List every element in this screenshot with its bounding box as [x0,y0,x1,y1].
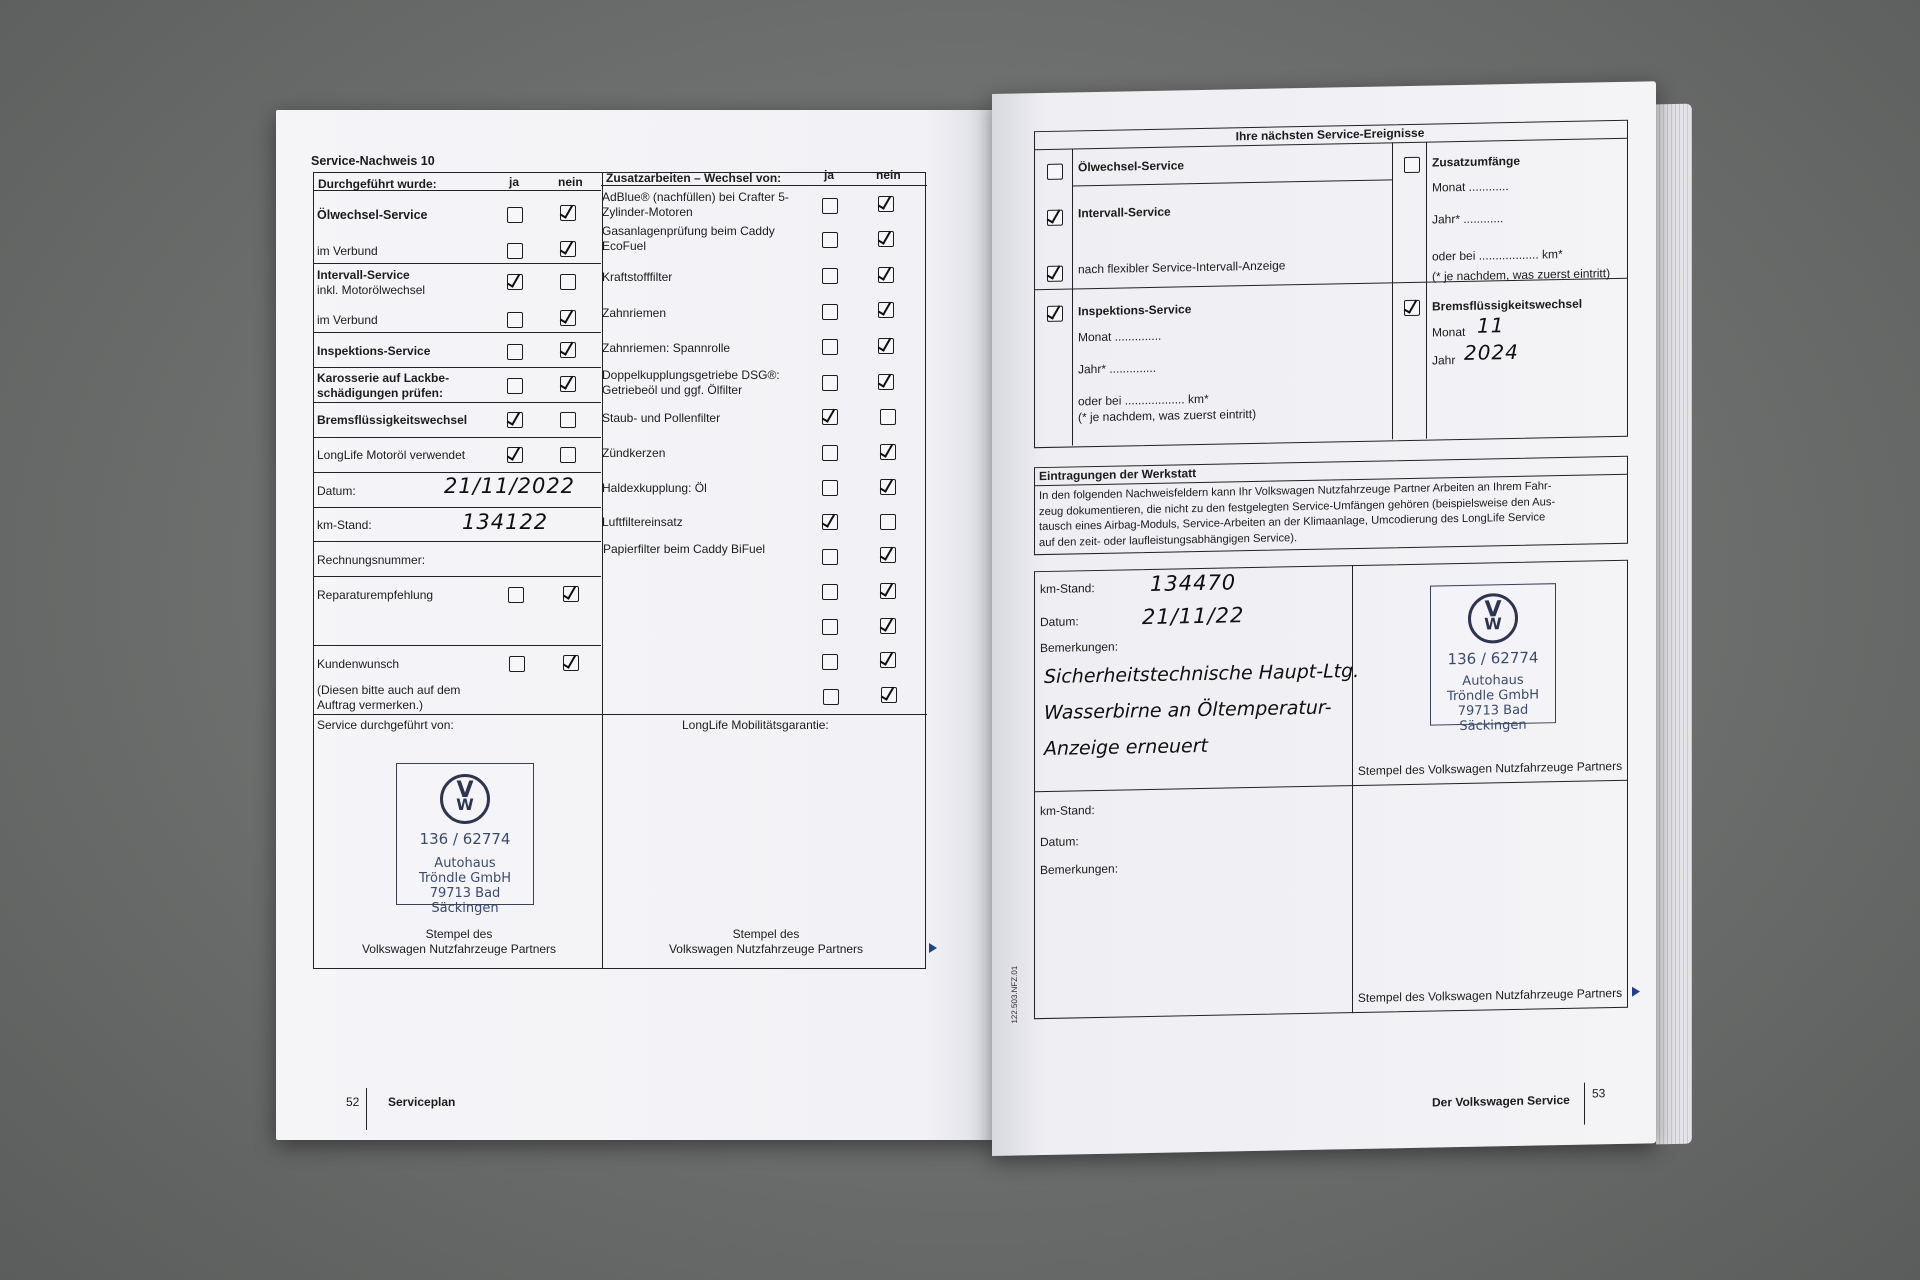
stamp-number: 136 / 62774 [1447,648,1539,669]
inspection-nein-checkbox[interactable] [560,342,576,358]
footer-title-right: Der Volkswagen Service [1432,1092,1570,1110]
extra-dsg-1: Doppelkupplungsgetriebe DSG®: [602,368,780,382]
next-extra-checkbox[interactable] [1404,157,1420,173]
divider [313,714,927,715]
brake-nein-checkbox[interactable] [560,412,576,428]
next-brake-checkbox[interactable] [1404,300,1420,316]
entry1-remark-line: Anzeige erneuert [1044,734,1208,761]
next-extra-month: Monat ............ [1432,179,1509,195]
next-flex-checkbox[interactable] [1047,266,1063,282]
customer-note-1: (Diesen bitte auch auf dem [317,683,461,697]
divider [313,507,601,508]
oil-verbund-label: im Verbund [317,244,378,258]
brake-ja-checkbox[interactable] [507,412,523,428]
entry1-km-value: 134470 [1150,570,1237,596]
divider [1426,142,1427,439]
extra-work-table [601,172,926,969]
stamp-line-3: 79713 Bad Säckingen [429,886,501,916]
next-interval-label: Intervall-Service [1078,204,1171,221]
customer-ja-checkbox[interactable] [509,656,525,672]
footer-title-left: Serviceplan [388,1095,456,1109]
extra-adblue-2: Zylinder-Motoren [602,205,693,219]
next-brake-year-label: Jahr [1432,353,1456,368]
page-number-right: 53 [1592,1086,1606,1101]
blank-3-ja-checkbox[interactable] [822,654,838,670]
extra-gas-1: Gasanlagenprüfung beim Caddy [602,224,775,238]
interval-ja-checkbox[interactable] [507,274,523,290]
adblue-nein-checkbox[interactable] [878,196,894,212]
next-inspection-year: Jahr* .............. [1078,360,1157,377]
blank-2-ja-checkbox[interactable] [822,619,838,635]
page-number-left: 52 [346,1095,360,1109]
interval-sub-label: inkl. Motorölwechsel [317,283,426,297]
next-inspection-km: oder bei .................. km* [1078,391,1209,409]
repair-nein-checkbox[interactable] [563,586,579,602]
belt-roller-nein-checkbox[interactable] [878,338,894,354]
extra-air-filter: Luftfiltereinsatz [602,515,683,529]
divider [313,645,601,646]
belt-ja-checkbox[interactable] [822,304,838,320]
haldex-ja-checkbox[interactable] [822,480,838,496]
next-brake-month-label: Monat [1432,324,1466,340]
dsg-ja-checkbox[interactable] [822,375,838,391]
oil-service-label: Ölwechsel-Service [317,208,428,222]
spark-ja-checkbox[interactable] [822,445,838,461]
entry1-remarks-label: Bemerkungen: [1040,639,1119,656]
belt-nein-checkbox[interactable] [878,302,894,318]
km-label: km-Stand: [317,518,372,532]
col-extra-nein-header: nein [876,168,901,182]
extra-fuel-filter: Kraftstofffilter [602,270,673,284]
longlife-nein-checkbox[interactable] [560,447,576,463]
interval-verbund-label: im Verbund [317,313,378,327]
next-oil-checkbox[interactable] [1047,164,1063,180]
stamp-line-2: Tröndle GmbH [418,871,512,886]
extra-adblue-1: AdBlue® (nachfüllen) bei Crafter 5- [602,190,789,204]
extra-paper-filter: Papierfilter beim Caddy BiFuel [603,542,766,556]
gas-ja-checkbox[interactable] [822,232,838,248]
next-oil-label: Ölwechsel-Service [1078,158,1185,175]
entry2-date-label: Datum: [1040,834,1079,850]
blank-1-ja-checkbox[interactable] [822,584,838,600]
repair-ja-checkbox[interactable] [508,587,524,603]
next-extra-footnote: (* je nachdem, was zuerst eintritt) [1432,266,1611,284]
blank-3-nein-checkbox[interactable] [880,652,896,668]
col-done-header: Durchgeführt wurde: [318,177,437,191]
workshop-text-line: zeug dokumentieren, die nicht zu den festgelegten Service-Umfängen gehören (beispielsweise den Aus- [1039,495,1556,518]
body-check-label-1: Karosserie auf Lackbe- [317,371,450,385]
stamp-line-3: 79713 Bad Säckingen [1457,702,1529,735]
belt-roller-ja-checkbox[interactable] [822,339,838,355]
stamp-caption-right-2: Volkswagen Nutzfahrzeuge Partners [668,942,864,956]
divider [313,576,601,577]
stamp-caption-left-1: Stempel des [425,927,493,941]
longlife-ja-checkbox[interactable] [507,447,523,463]
workshop-title: Eintragungen der Werkstatt [1039,466,1197,484]
blank-4-nein-checkbox[interactable] [881,687,897,703]
next-inspection-month: Monat .............. [1078,328,1162,345]
divider [313,472,601,473]
left-page [276,110,996,1140]
stamp-caption-left-2: Volkswagen Nutzfahrzeuge Partners [361,942,557,956]
invoice-number-label: Rechnungsnummer: [317,553,426,567]
extra-gas-2: EcoFuel [602,239,647,253]
air-nein-checkbox[interactable] [880,514,896,530]
vw-logo-icon [1468,593,1518,644]
inspection-ja-checkbox[interactable] [507,344,523,360]
divider [313,367,601,368]
oil-verbund-nein-checkbox[interactable] [560,241,576,257]
divider [1072,148,1073,445]
interval-service-label: Intervall-Service [317,268,410,282]
workshop-text-line: In den folgenden Nachweisfeldern kann Ihr Volkswagen Nutzfahrzeuge Partner Arbeiten an Ihrem Fahr- [1039,480,1552,503]
col-nein-header: nein [558,175,583,189]
extra-belt-roller: Zahnriemen: Spannrolle [602,341,731,355]
paper-ja-checkbox[interactable] [822,549,838,565]
next-inspection-label: Inspektions-Service [1078,302,1192,319]
handwritten-date: 21/11/2022 [444,474,576,498]
paper-nein-checkbox[interactable] [880,547,896,563]
blank-2-nein-checkbox[interactable] [880,618,896,634]
next-brake-month-value: 11 [1477,313,1505,338]
workshop-text [1039,479,1555,551]
customer-request-label: Kundenwunsch [317,657,400,671]
entry2-stamp-caption: Stempel des Volkswagen Nutzfahrzeuge Partners [1357,985,1623,1005]
inspection-service-label: Inspektions-Service [317,344,431,358]
footer-divider [366,1088,367,1130]
blank-4-ja-checkbox[interactable] [823,689,839,705]
entry2-remarks-label: Bemerkungen: [1040,861,1119,878]
interval-verbund-ja-checkbox[interactable] [507,312,523,328]
mobility-guarantee-label: LongLife Mobilitätsgarantie: [682,718,829,732]
oil-verbund-ja-checkbox[interactable] [507,243,523,259]
entry1-remark-line: Sicherheitstechnische Haupt-Ltg. [1044,659,1360,689]
divider [1392,142,1393,439]
dealer-stamp [1430,583,1556,735]
divider [601,185,927,186]
stamp-line-1: Autohaus [434,856,496,871]
next-events-title: Ihre nächsten Service-Ereignisse [1235,125,1425,144]
customer-nein-checkbox[interactable] [563,655,579,671]
next-extra-km: oder bei .................. km* [1432,247,1563,264]
divider [313,263,601,264]
workshop-text-line: auf den zeit- oder laufleistungsabhängigen Service). [1039,531,1298,549]
next-brake-year-value: 2024 [1464,339,1519,365]
side-code: 122.503.NFZ.01 [1010,965,1019,1024]
col-extra-header: Zusatzarbeiten – Wechsel von: [606,171,782,185]
extra-pollen-filter: Staub- und Pollenfilter [602,411,721,425]
adblue-ja-checkbox[interactable] [822,198,838,214]
dealer-stamp [396,763,534,916]
pollen-ja-checkbox[interactable] [822,409,838,425]
oil-nein-checkbox[interactable] [560,205,576,221]
entry1-remark-line: Wasserbirne an Öltemperatur- [1044,696,1332,725]
divider [313,541,601,542]
customer-note-2: Auftrag vermerken.) [317,698,424,712]
longlife-oil-label: LongLife Motoröl verwendet [317,448,466,462]
blank-1-nein-checkbox[interactable] [880,583,896,599]
date-label: Datum: [317,484,356,498]
body-nein-checkbox[interactable] [560,376,576,392]
vw-logo-icon [440,774,490,824]
divider [313,402,601,403]
brake-fluid-label: Bremsflüssigkeitswechsel [317,413,468,427]
entry2-km-label: km-Stand: [1040,803,1095,819]
next-interval-checkbox[interactable] [1047,210,1063,226]
interval-verbund-nein-checkbox[interactable] [560,310,576,326]
body-check-label-2: schädigungen prüfen: [317,386,443,400]
dsg-nein-checkbox[interactable] [878,374,894,390]
interval-nein-checkbox[interactable] [560,274,576,290]
footer-divider [1584,1083,1585,1125]
entry1-date-value: 21/11/22 [1142,603,1245,630]
entry1-date-label: Datum: [1040,614,1079,630]
extra-haldex: Haldexkupplung: Öl [602,481,707,495]
service-record-title: Service-Nachweis 10 [311,154,435,168]
next-inspection-checkbox[interactable] [1047,306,1063,322]
next-inspection-footnote: (* je nachdem, was zuerst eintritt) [1078,406,1257,425]
handwritten-km: 134122 [462,510,549,534]
next-flex-label: nach flexibler Service-Intervall-Anzeige [1078,258,1286,277]
entry1-stamp-caption: Stempel des Volkswagen Nutzfahrzeuge Partners [1357,758,1623,778]
next-extra-label: Zusatzumfänge [1432,153,1521,170]
workshop-text-line: tausch eines Airbag-Moduls, Service-Arbeiten an der Klimaanlage, Umcodierung des LongLife Service [1039,511,1546,534]
spark-nein-checkbox[interactable] [880,444,896,460]
divider [313,332,601,333]
pollen-nein-checkbox[interactable] [880,409,896,425]
repair-recommendation-label: Reparaturempfehlung [317,588,434,602]
extra-dsg-2: Getriebeöl und ggf. Ölfilter [602,383,743,397]
right-page [992,81,1656,1156]
gas-nein-checkbox[interactable] [878,231,894,247]
page-edges [1656,104,1692,1145]
stamp-line-2: Tröndle GmbH [1446,687,1540,705]
col-ja-header: ja [509,175,520,189]
next-brake-label: Bremsflüssigkeitswechsel [1432,296,1583,314]
divider [313,190,601,191]
divider [1352,565,1353,1013]
entry1-km-label: km-Stand: [1040,581,1095,597]
extra-spark-plugs: Zündkerzen [602,446,666,460]
body-ja-checkbox[interactable] [507,378,523,394]
stamp-caption-right-1: Stempel des [732,927,800,941]
air-ja-checkbox[interactable] [822,514,838,530]
col-extra-ja-header: ja [824,168,835,182]
fuel-ja-checkbox[interactable] [822,268,838,284]
stamp-line-1: Autohaus [1462,672,1524,689]
entry1-remarks [1044,653,1359,767]
fuel-nein-checkbox[interactable] [878,267,894,283]
stamp-number: 136 / 62774 [419,830,511,848]
divider [313,437,601,438]
haldex-nein-checkbox[interactable] [880,479,896,495]
extra-timing-belt: Zahnriemen [602,306,667,320]
service-by-label: Service durchgeführt von: [317,718,454,732]
next-extra-year: Jahr* ............ [1432,211,1504,227]
next-page-arrow-icon [1632,987,1640,997]
next-page-arrow-icon [929,943,937,953]
oil-ja-checkbox[interactable] [507,207,523,223]
